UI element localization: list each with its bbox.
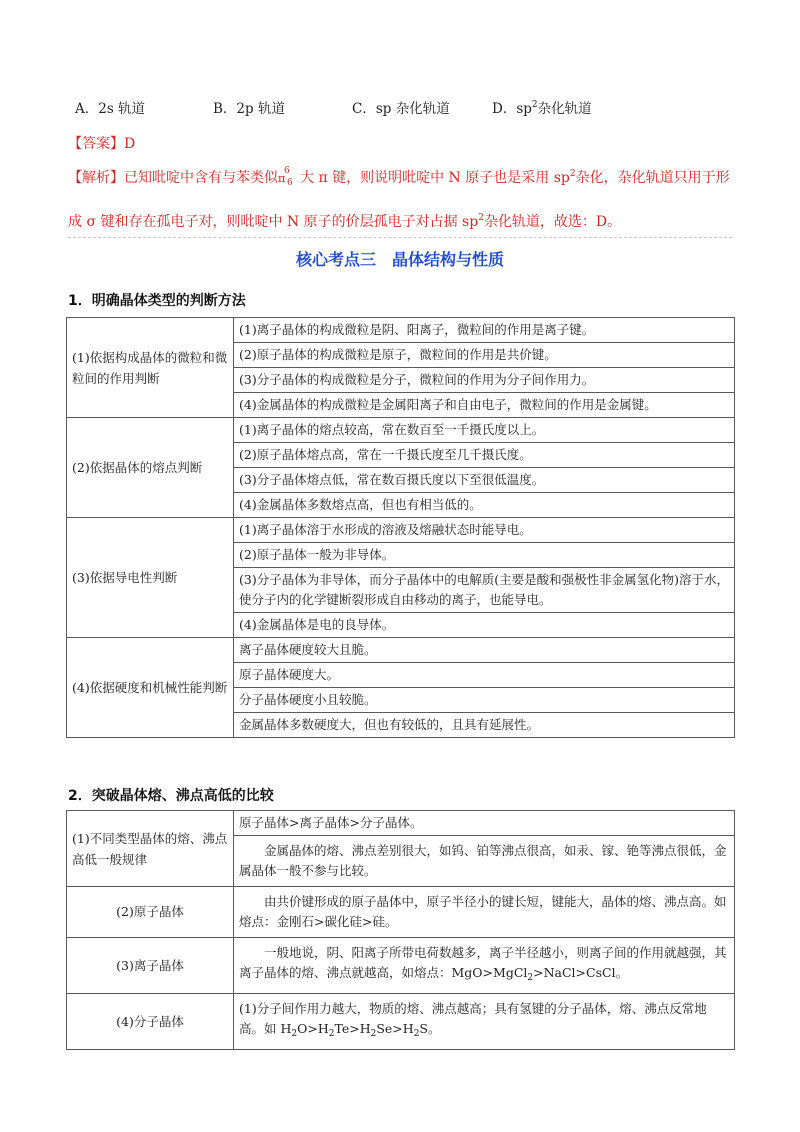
table-row (67, 518, 735, 543)
criterion-cell: (2)原子晶体的构成微粒是原子，微粒间的作用是共价键。 (234, 343, 735, 368)
section-title: 核心考点三 晶体结构与性质 (295, 250, 504, 269)
category-cell: (4)依据硬度和机械性能判断 (67, 638, 234, 738)
criterion-cell: (2)原子晶体熔点高，常在一千摄氏度至几千摄氏度。 (234, 443, 735, 468)
crystal-type-judgement-table (66, 317, 735, 738)
heading-part-1: 1．明确晶体类型的判断方法 (68, 293, 246, 309)
table-row (67, 994, 735, 1050)
rule-cell: 一般地说，阴、阳离子所带电荷数越多，离子半径越小，则离子间的作用就越强，其离子晶体的熔、沸点就越高，如熔点：MgO>MgCl$_2$>NaCl>CsCl。 (234, 938, 735, 994)
category-cell: (4)分子晶体 (67, 994, 234, 1050)
table-row (67, 418, 735, 443)
option-a: A．2s 轨道 (75, 101, 146, 117)
criterion-cell: (1)离子晶体的熔点较高，常在数百至一千摄氏度以上。 (234, 418, 735, 443)
heading-part-2: 2．突破晶体熔、沸点高低的比较 (68, 788, 274, 804)
criterion-cell: 分子晶体硬度小且较脆。 (234, 688, 735, 713)
criterion-cell: (4)金属晶体是电的良导体。 (234, 613, 735, 638)
table-row (67, 318, 735, 343)
table-row (67, 938, 735, 994)
table-row (67, 811, 735, 836)
criterion-cell: (3)分子晶体熔点低，常在数百摄氏度以下至很低温度。 (234, 468, 735, 493)
criterion-cell: 原子晶体硬度大。 (234, 663, 735, 688)
criterion-cell: 离子晶体硬度较大且脆。 (234, 638, 735, 663)
rule-cell: (1)分子间作用力越大，物质的熔、沸点越高；具有氢键的分子晶体，熔、沸点反常地高。如 $H_2O>H_2Te>H_2Se>H_2S$。 (234, 994, 735, 1050)
criterion-cell: (2)原子晶体一般为非导体。 (234, 543, 735, 568)
criterion-cell: 金属晶体多数硬度大，但也有较低的，且具有延展性。 (234, 713, 735, 738)
criterion-cell: (1)离子晶体溶于水形成的溶液及熔融状态时能导电。 (234, 518, 735, 543)
criterion-cell: (4)金属晶体的构成微粒是金属阳离子和自由电子，微粒间的作用是金属键。 (234, 393, 735, 418)
category-cell: (2)原子晶体 (67, 887, 234, 938)
analysis-line-2: 成 σ 键和存在孤电子对，则吡啶中 N 原子的价层孤电子对占据 $sp^2$杂化轨道，故选：D。 (68, 213, 622, 230)
option-c: C．sp 杂化轨道 (352, 101, 450, 117)
answer-line: 【答案】D (68, 136, 136, 152)
rule-cell: 由共价键形成的原子晶体中，原子半径小的键长短，键能大，晶体的熔、沸点高。如熔点：金刚石>碳化硅>硅。 (234, 887, 735, 938)
table-row (67, 887, 735, 938)
criterion-cell: (1)离子晶体的构成微粒是阴、阳离子，微粒间的作用是离子键。 (234, 318, 735, 343)
category-cell: (3)离子晶体 (67, 938, 234, 994)
category-cell: (1)依据构成晶体的微粒和微粒间的作用判断 (67, 318, 234, 418)
melting-point-comparison-table (66, 810, 735, 1050)
category-cell: (3)依据导电性判断 (67, 518, 234, 638)
table-row (67, 638, 735, 663)
category-cell: (2)依据晶体的熔点判断 (67, 418, 234, 518)
rule-cell: 原子晶体>离子晶体>分子晶体。 (234, 811, 735, 836)
analysis-line-1: 【解析】已知吡啶中含有与苯类似 6 π 6 大 π 键，则说明吡啶中 N 原子也是采用 $sp^2$杂化，杂化轨道只用于形 (68, 166, 730, 188)
rule-cell: 金属晶体的熔、沸点差别很大，如钨、铂等沸点很高，如汞、镓、铯等沸点很低，金属晶体一般不参与比较。 (234, 836, 735, 887)
criterion-cell: (3)分子晶体的构成微粒是分子，微粒间的作用为分子间作用力。 (234, 368, 735, 393)
category-cell: (1)不同类型晶体的熔、沸点高低一般规律 (67, 811, 234, 887)
option-b: B．2p 轨道 (213, 101, 285, 117)
option-d: D．$sp^2$杂化轨道 (492, 100, 592, 117)
criterion-cell: (3)分子晶体为非导体，而分子晶体中的电解质(主要是酸和强极性非金属氢化物)溶于水，使分子内的化学键断裂形成自由移动的离子，也能导电。 (234, 568, 735, 613)
section-divider (68, 237, 732, 238)
criterion-cell: (4)金属晶体多数熔点高，但也有相当低的。 (234, 493, 735, 518)
